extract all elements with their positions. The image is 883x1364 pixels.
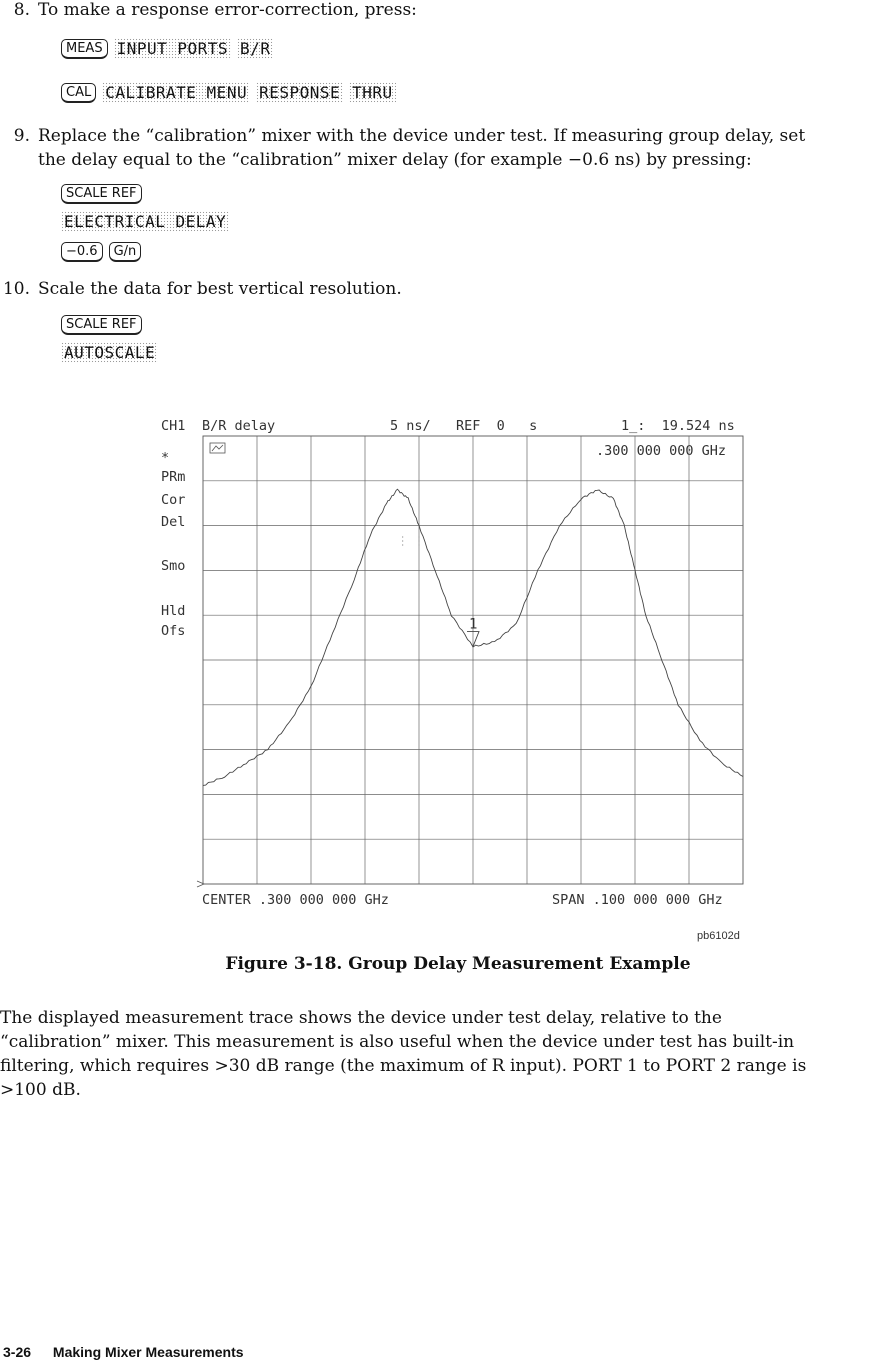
status-flag-smo: Smo xyxy=(161,558,186,574)
cal-hardkey[interactable]: CAL xyxy=(61,83,96,103)
measurement-label: B/R delay xyxy=(202,418,276,434)
step-number: 10. xyxy=(2,279,30,299)
footer-title: Making Mixer Measurements xyxy=(52,1344,244,1360)
channel-label: CH1 xyxy=(161,418,186,434)
step-text: the delay equal to the “calibration” mixer delay (for example −0.6 ns) by pressing: xyxy=(38,150,752,170)
status-flag-cor: Cor xyxy=(161,492,186,508)
status-flag-prm: PRm xyxy=(161,469,186,485)
center-frequency: CENTER .300 000 000 GHz xyxy=(202,892,389,908)
step-number: 9. xyxy=(13,126,30,146)
scale-label: 5 ns/ xyxy=(390,418,431,434)
marker-label: 1 xyxy=(469,616,478,633)
response-softkey[interactable]: RESPONSE xyxy=(256,82,343,103)
electrical-delay-softkey[interactable]: ELECTRICAL DELAY xyxy=(61,211,229,232)
input-ports-softkey[interactable]: INPUT PORTS xyxy=(114,38,231,59)
body-paragraph xyxy=(0,1006,883,1102)
step-text: To make a response error-correction, press: xyxy=(38,0,417,20)
marker-readout: 1_: 19.524 ns xyxy=(621,418,735,434)
value-entry-key[interactable]: −0.6 xyxy=(61,242,103,262)
page-number: 3-26 xyxy=(3,1344,32,1360)
thru-softkey[interactable]: THRU xyxy=(349,82,396,103)
b-over-r-softkey[interactable]: B/R xyxy=(237,38,273,59)
meas-hardkey[interactable]: MEAS xyxy=(61,39,108,59)
scale-ref-hardkey[interactable]: SCALE REF xyxy=(61,315,142,335)
reference-label: REF 0 s xyxy=(456,418,538,434)
calibrate-menu-softkey[interactable]: CALIBRATE MENU xyxy=(102,82,250,103)
autoscale-softkey[interactable]: AUTOSCALE xyxy=(61,342,158,363)
marker-group xyxy=(403,536,479,647)
status-flag-ofs: Ofs xyxy=(161,623,186,639)
paragraph-line: >100 dB. xyxy=(0,1080,81,1100)
status-flag-del: Del xyxy=(161,514,186,530)
g-n-hardkey[interactable]: G/n xyxy=(109,242,142,262)
paragraph-line: The displayed measurement trace shows the device under test delay, relative to the xyxy=(0,1008,722,1028)
span-frequency: SPAN .100 000 000 GHz xyxy=(552,892,723,908)
figure-code: pb6102d xyxy=(697,930,740,942)
step-number: 8. xyxy=(13,0,30,20)
paragraph-line: “calibration” mixer. This measurement is also useful when the device under test has built-in xyxy=(0,1032,795,1052)
printer-icon xyxy=(210,443,225,453)
scale-ref-hardkey[interactable]: SCALE REF xyxy=(61,184,142,204)
step-text: Scale the data for best vertical resolution. xyxy=(38,279,402,299)
paragraph-line: filtering, which requires >30 dB range (the maximum of R input). PORT 1 to PORT 2 range is xyxy=(0,1056,807,1076)
status-flag-hld: Hld xyxy=(161,603,186,619)
status-flag-star: * xyxy=(161,450,170,466)
page-footer xyxy=(3,1344,244,1360)
step-text: Replace the “calibration” mixer with the device under test. If measuring group delay, set xyxy=(38,126,806,146)
marker-frequency: .300 000 000 GHz xyxy=(596,443,727,459)
figure-caption: Figure 3-18. Group Delay Measurement Example xyxy=(225,954,691,974)
